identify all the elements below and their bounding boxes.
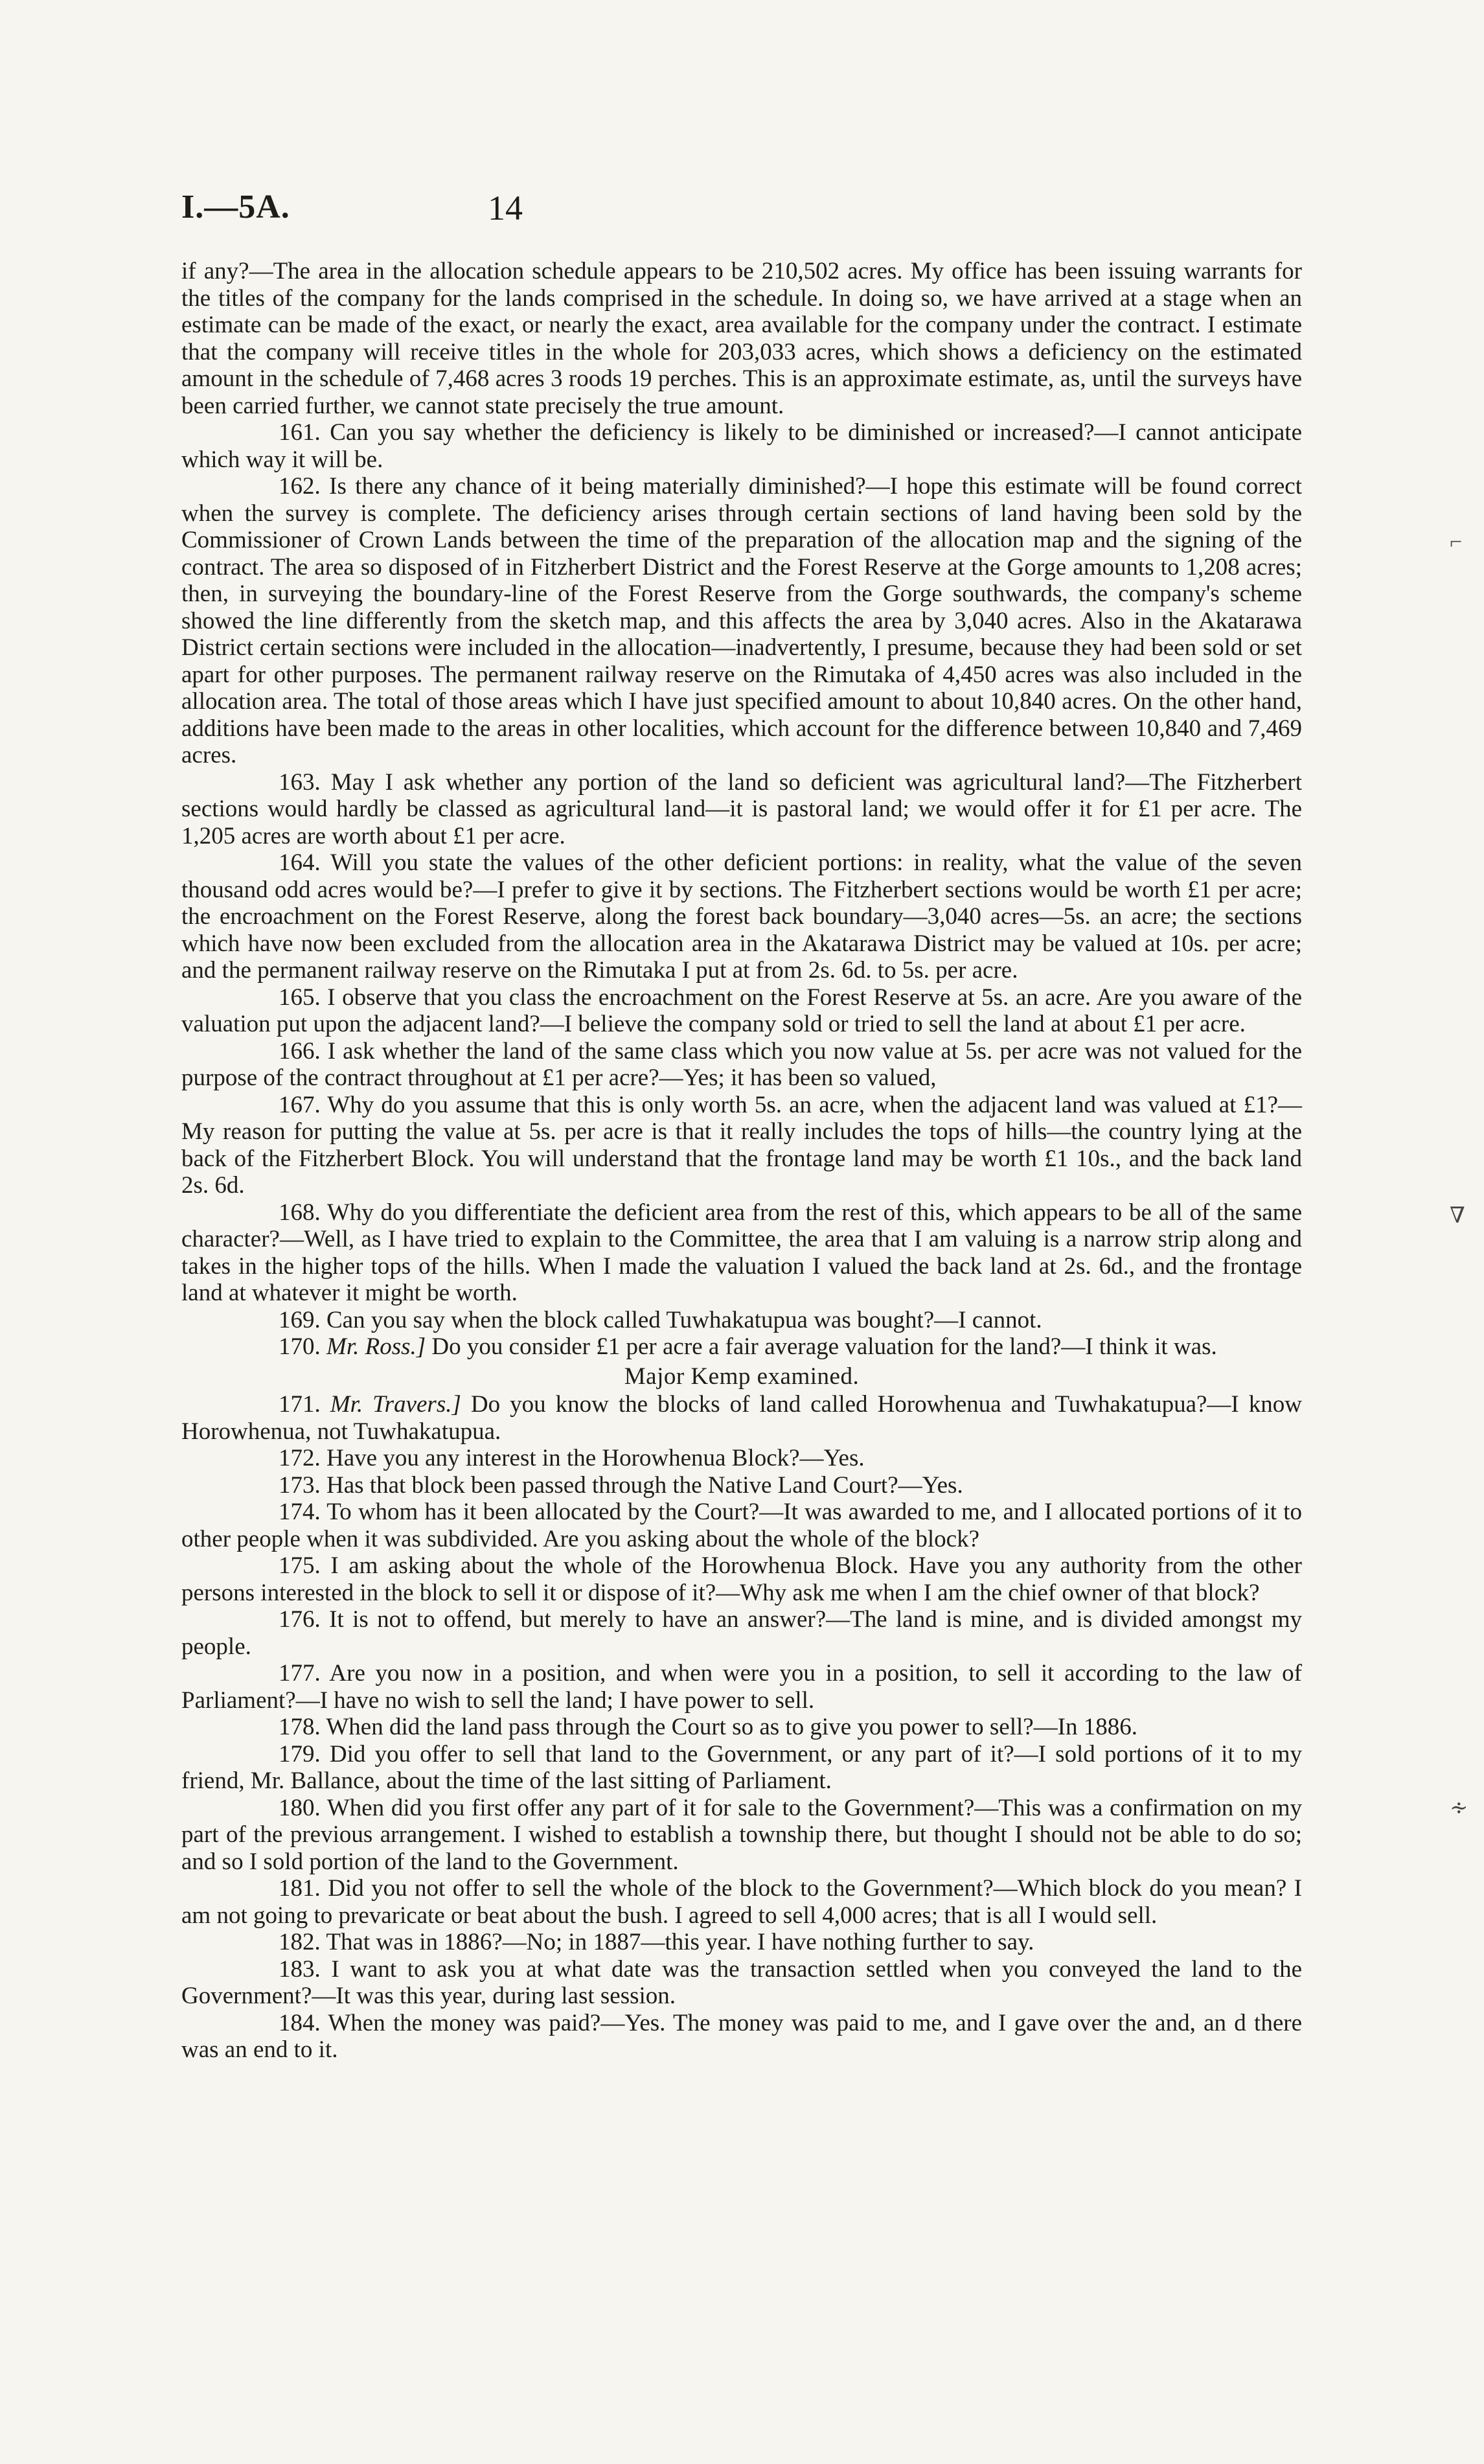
- question-number: 179.: [279, 1740, 321, 1767]
- paragraph: [181, 1795, 1302, 1876]
- paragraph-text: I want to ask you at what date was the transaction settled when you conveyed the land to the Government?—It was this year, during last session.: [181, 1955, 1303, 2009]
- paragraph: [181, 1606, 1302, 1660]
- paragraph: [181, 1875, 1302, 1929]
- paragraph-text: Why do you differentiate the deficient area from the rest of this, which appears to be all of the same character?—Well, as I have tried to explain to the Committee, the area that I am valuing is a narrow strip along and takes in the higher tops of the hills. When I made the valuation I valued the back land at 2s. 6d., and the frontage land at whatever it might be worth.: [181, 1199, 1302, 1306]
- question-number: 177.: [279, 1660, 321, 1687]
- question-number: 184.: [279, 2009, 321, 2036]
- paragraph: [181, 1741, 1302, 1795]
- section-heading: Major Kemp examined.: [624, 1363, 860, 1390]
- paragraph: [181, 1929, 1302, 1956]
- question-number: 175.: [279, 1552, 321, 1579]
- margin-mark: ∻: [1450, 1796, 1468, 1820]
- paragraph-text: Have you any interest in the Horowhenua Block?—Yes.: [326, 1445, 865, 1471]
- question-number: 176.: [279, 1606, 321, 1633]
- paragraph-text: When the money was paid?—Yes. The money was paid to me, and I gave over the and, an d there was an end to it.: [181, 2009, 1302, 2063]
- question-number: 174.: [279, 1499, 321, 1525]
- paragraph: [181, 1552, 1302, 1606]
- paragraph-text: It is not to offend, but merely to have an answer?—The land is mine, and is divided amongst my people.: [181, 1606, 1302, 1660]
- question-number: 162.: [279, 473, 321, 500]
- question-number: 170.: [279, 1333, 321, 1360]
- paragraph-text: I observe that you class the encroachment on the Forest Reserve at 5s. an acre. Are you aware of the valuation put upon the adjacent land?—I believe the company sold or tried to sell the land at about £1 per acre.: [181, 984, 1302, 1037]
- paragraph: [181, 1714, 1302, 1741]
- paragraph-text: When did you first offer any part of it for sale to the Government?—This was a confirmation on my part of the previous arrangement. I wished to establish a township there, but thought I should not be able to do so; and so I sold portion of the land to the Government.: [181, 1794, 1302, 1875]
- paragraph: [181, 1660, 1302, 1714]
- speaker-label: Mr. Travers.]: [330, 1391, 461, 1418]
- question-number: 168.: [279, 1199, 321, 1226]
- question-number: 178.: [279, 1714, 321, 1740]
- paragraph-text: if any?—The area in the allocation schedule appears to be 210,502 acres. My office has been issuing warrants for the titles of the company for the lands comprised in the schedule. In doing so, we have arrived at a stage when an estimate can be made of the exact, or nearly the exact, area available for the company under the contract. I estimate that the company will receive titles in the whole for 203,033 acres, which shows a deficiency on the estimated amount in the schedule of 7,468 acres 3 roods 19 perches. This is an approximate estimate, as, until the surveys have been carried further, we cannot state precisely the true amount.: [181, 258, 1302, 419]
- paragraph: [181, 849, 1302, 984]
- paragraph: [181, 1307, 1302, 1334]
- question-number: 172.: [279, 1445, 321, 1471]
- speaker-label: Mr. Ross.]: [326, 1333, 426, 1360]
- question-number: 165.: [279, 984, 321, 1011]
- paragraph-text: Why do you assume that this is only worth 5s. an acre, when the adjacent land was valued at £1?—My reason for putting the value at 5s. per acre is that it really includes the tops of hills—the country lying at the back of the Fitzherbert Block. You will understand that the frontage land may be worth £1 10s., and the back land 2s. 6d.: [181, 1091, 1302, 1199]
- paragraph: [181, 473, 1302, 769]
- margin-mark: ∇: [1450, 1204, 1465, 1228]
- paragraph: [181, 1199, 1302, 1307]
- question-number: 173.: [279, 1471, 321, 1499]
- paragraph-text: Will you state the values of the other deficient portions: in reality, what the value of the seven thousand odd acres would be?—I prefer to give it by sections. The Fitzherbert sections would be worth £1 per acre; the encroachment on the Forest Reserve, along the forest back boundary—3,040 acres—5s. an acre; the sections which have now been excluded from the allocation area in the Akatarawa District may be valued at 10s. per acre; and the permanent railway reserve on the Rimutaka I put at from 2s. 6d. to 5s. per acre.: [181, 849, 1302, 984]
- paragraph-text: Did you offer to sell that land to the Government, or any part of it?—I sold portions of it to my friend, Mr. Ballance, about the time of the last sitting of Parliament.: [181, 1740, 1303, 1794]
- paragraph: [181, 1499, 1302, 1552]
- question-number: 183.: [279, 1955, 321, 1983]
- document-body: [181, 258, 1302, 2064]
- paragraph: [181, 1092, 1302, 1199]
- page-number: 14: [488, 189, 523, 227]
- question-number: 181.: [279, 1875, 321, 1902]
- question-number: 167.: [279, 1091, 321, 1118]
- question-number: 180.: [279, 1794, 321, 1821]
- paragraph-text: I ask whether the land of the same class which you now value at 5s. per acre was not valued for the purpose of the contract throughout at £1 per acre?—Yes; it has been so valued,: [181, 1037, 1302, 1091]
- page-header: [181, 188, 1302, 240]
- paragraph: [181, 769, 1302, 850]
- paragraph-text: Can you say whether the deficiency is likely to be diminished or increased?—I cannot anticipate which way it will be.: [181, 419, 1303, 473]
- paragraph: [181, 1445, 1302, 1472]
- paragraph-text: May I ask whether any portion of the land so deficient was agricultural land?—The Fitzherbert sections would hardly be classed as agricultural land—it is pastoral land; we would offer it for £1 per acre. The 1,205 acres are worth about £1 per acre.: [181, 768, 1303, 849]
- paragraph-text: Are you now in a position, and when were you in a position, to sell it according to the law of Parliament?—I have no wish to sell the land; I have power to sell.: [181, 1660, 1302, 1714]
- question-number: 166.: [279, 1037, 321, 1065]
- question-number: 171.: [279, 1391, 321, 1418]
- paragraph-text: Did you not offer to sell the whole of the block to the Government?—Which block do you mean? I am not going to prevaricate or beat about the bush. I agreed to sell 4,000 acres; that is all I would sell.: [181, 1875, 1302, 1929]
- paragraph-text: Do you know the blocks of land called Horowhenua and Tuwhakatupua?—I know Horowhenua, not Tuwhakatupua.: [181, 1391, 1302, 1445]
- paragraph: [181, 984, 1302, 1038]
- document-reference: I.—5A.: [181, 189, 290, 225]
- paragraph-text: I am asking about the whole of the Horowhenua Block. Have you any authority from the other persons interested in the block to sell it or dispose of it?—Why ask me when I am the chief owner of that block?: [181, 1552, 1302, 1606]
- paragraph-text: Has that block been passed through the Native Land Court?—Yes.: [326, 1471, 963, 1499]
- question-number: 169.: [279, 1306, 321, 1333]
- paragraph-text: Do you consider £1 per acre a fair average valuation for the land?—I think it was.: [431, 1333, 1217, 1360]
- paragraph: [181, 1038, 1302, 1092]
- paragraph-text: Can you say when the block called Tuwhakatupua was bought?—I cannot.: [326, 1306, 1042, 1333]
- question-number: 164.: [279, 849, 321, 876]
- paragraph: [181, 258, 1302, 419]
- paragraph-text: To whom has it been allocated by the Court?—It was awarded to me, and I allocated portions of it to other people when it was subdivided. Are you asking about the whole of the block?: [181, 1499, 1302, 1552]
- question-number: 163.: [279, 768, 321, 796]
- question-number: 182.: [279, 1929, 321, 1955]
- paragraph: [181, 2010, 1302, 2064]
- question-number: 161.: [279, 419, 321, 446]
- paragraph: [181, 1472, 1302, 1499]
- paragraph: [181, 419, 1302, 473]
- paragraph-text: When did the land pass through the Court so as to give you power to sell?—In 1886.: [326, 1714, 1137, 1740]
- paragraph-text: That was in 1886?—No; in 1887—this year. I have nothing further to say.: [326, 1929, 1034, 1955]
- paragraph: [181, 1333, 1302, 1361]
- paragraph: [181, 1391, 1302, 1445]
- margin-mark: ⌐: [1450, 530, 1463, 554]
- paragraph-text: Is there any chance of it being materially diminished?—I hope this estimate will be found correct when the survey is complete. The deficiency arises through certain sections of land having been sold by the Commissioner of Crown Lands between the time of the preparation of the allocation map and the signing of the contract. The area so disposed of in Fitzherbert District and the Forest Reserve at the Gorge amounts to 1,208 acres; then, in surveying the boundary-line of the Forest Reserve from the Gorge southwards, the company's scheme showed the line differently from the sketch map, and this affects the area by 3,040 acres. Also in the Akatarawa District certain sections were included in the allocation—inadvertently, I presume, because they had been sold or set apart for other purposes. The permanent railway reserve on the Rimutaka of 4,450 acres was also included in the allocation area. The total of those areas which I have just specified amount to about 10,840 acres. On the other hand, additions have been made to the areas in other localities, which account for the difference between 10,840 and 7,469 acres.: [181, 473, 1303, 768]
- paragraph: [181, 1956, 1302, 2010]
